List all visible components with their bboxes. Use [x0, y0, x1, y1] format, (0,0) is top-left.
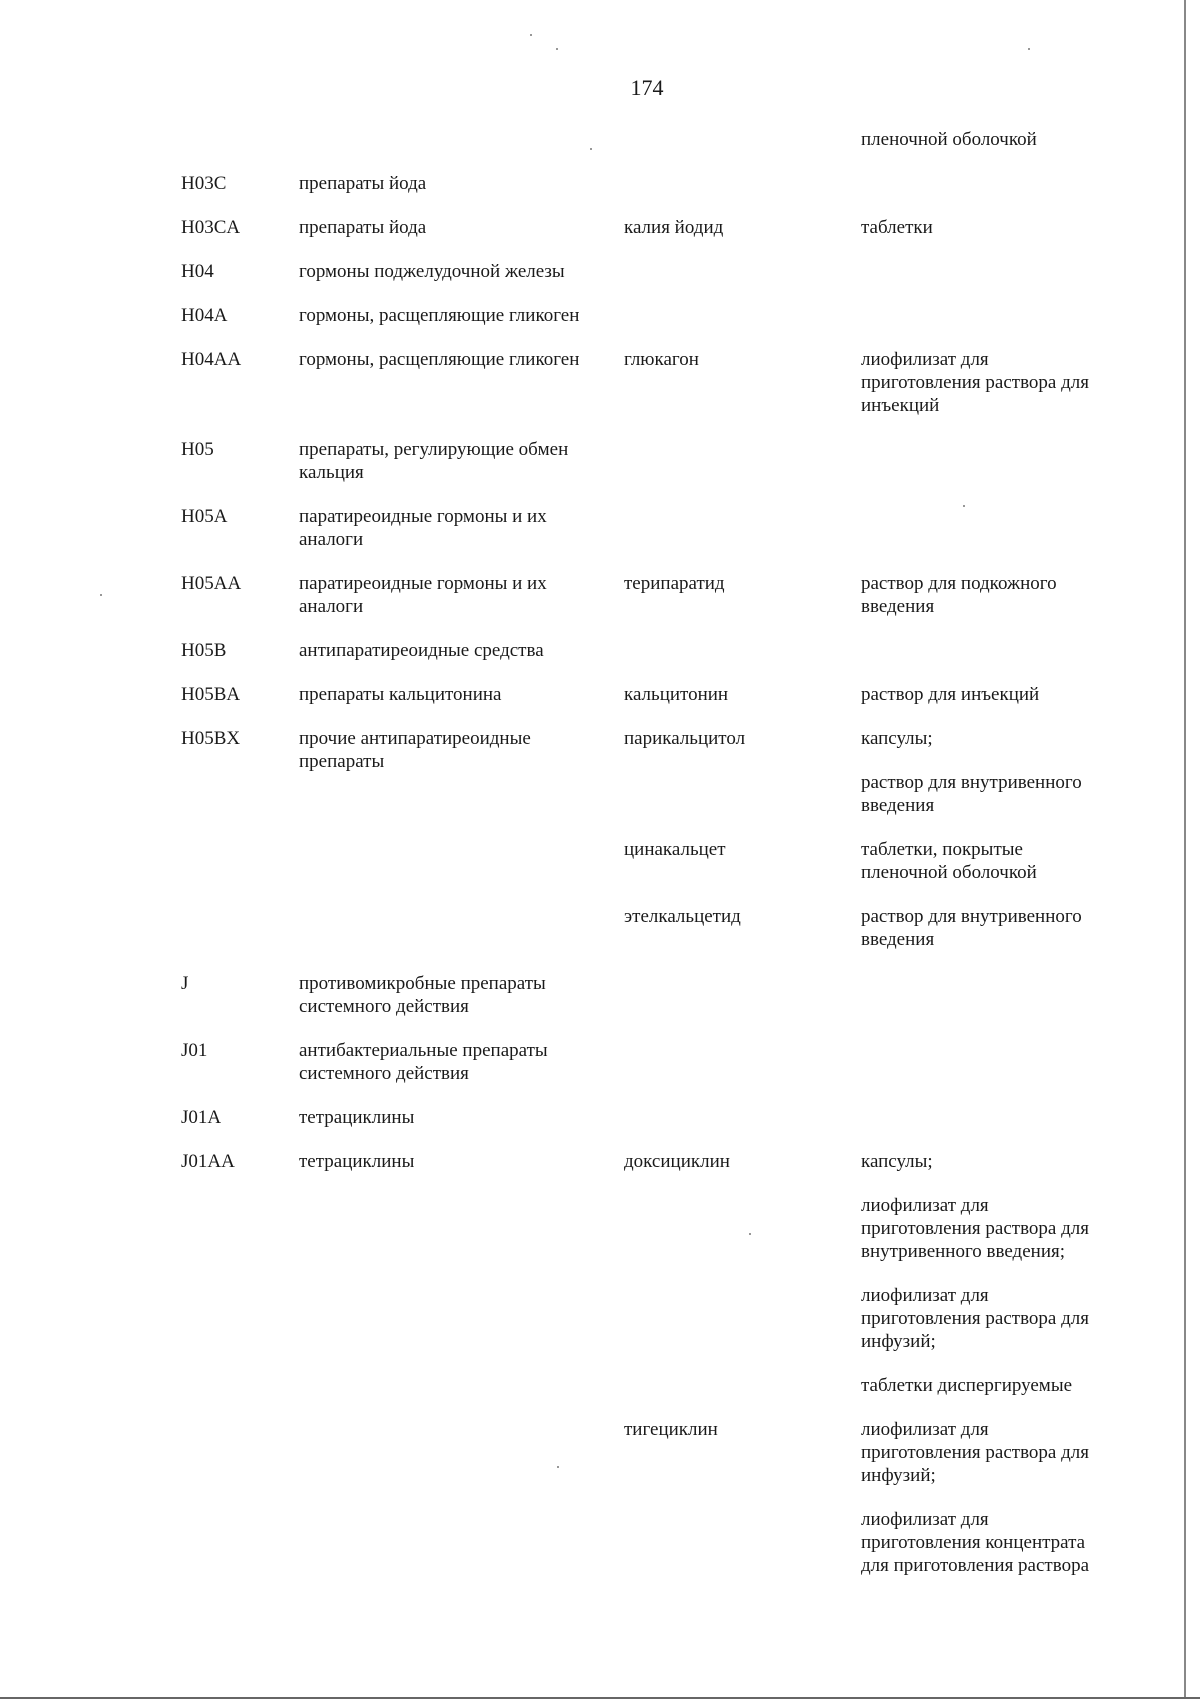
dosage-form-line: введения: [861, 929, 935, 950]
dosage-form-line: раствор для внутривенного: [861, 772, 1082, 793]
drug-name-text: глюкагон: [624, 349, 699, 370]
dosage-form-line: введения: [861, 795, 935, 816]
dosage-form: [861, 1374, 1111, 1397]
anatomical-group: [299, 639, 609, 662]
atc-code-text: J: [181, 973, 189, 994]
group-text: препараты, регулирующие обмен: [299, 439, 569, 460]
group-text: аналоги: [299, 596, 364, 617]
anatomical-group: [299, 727, 609, 773]
anatomical-group: [299, 304, 609, 327]
atc-code-text: H04AA: [181, 349, 242, 370]
atc-code-text: H03C: [181, 173, 227, 194]
group-text: системного действия: [299, 1063, 469, 1084]
dosage-form-line: лиофилизат для: [861, 349, 989, 370]
anatomical-group: [299, 348, 609, 371]
group-text: гормоны, расщепляющие гликоген: [299, 305, 580, 326]
table-row: [0, 216, 1200, 239]
dosage-form-line: приготовления раствора для: [861, 1442, 1089, 1463]
anatomical-group: [299, 260, 609, 283]
table-row: [0, 727, 1200, 817]
group-text: гормоны поджелудочной железы: [299, 261, 565, 282]
group-text: гормоны, расщепляющие гликоген: [299, 349, 580, 370]
anatomical-group: [299, 572, 609, 618]
atc-code-text: H05A: [181, 506, 228, 527]
dosage-form-line: раствор для инъекций: [861, 684, 1040, 705]
drug-name: [624, 1418, 854, 1441]
drug-name: [624, 572, 854, 595]
anatomical-group: [299, 438, 609, 484]
drug-name: [624, 683, 854, 706]
dosage-form: [861, 1150, 1111, 1173]
drug-name: [624, 905, 854, 928]
dosage-form-line: таблетки, покрытые: [861, 839, 1023, 860]
dosage-form-line: инфузий;: [861, 1331, 936, 1352]
atc-code: [181, 1150, 286, 1173]
group-text: антипаратиреоидные средства: [299, 640, 544, 661]
dosage-forms: [861, 348, 1111, 417]
dosage-form: [861, 838, 1111, 884]
dosage-form: [861, 348, 1111, 417]
group-text: антибактериальные препараты: [299, 1040, 548, 1061]
atc-code: [181, 216, 286, 239]
dosage-form-line: капсулы;: [861, 1151, 933, 1172]
dosage-form-line: инъекций: [861, 395, 940, 416]
group-text: системного действия: [299, 996, 469, 1017]
atc-code-text: H05BA: [181, 684, 241, 705]
group-text: прочие антипаратиреоидные: [299, 728, 531, 749]
dosage-forms: [861, 1150, 1111, 1397]
dosage-form-line: введения: [861, 596, 935, 617]
atc-code: [181, 572, 286, 595]
drug-name: [624, 727, 854, 750]
dosage-form: [861, 1418, 1111, 1487]
atc-code: [181, 1039, 286, 1062]
dosage-form: [861, 572, 1111, 618]
dosage-forms: [861, 1418, 1111, 1577]
drug-name-text: этелкальцетид: [624, 906, 741, 927]
drug-name-text: доксициклин: [624, 1151, 730, 1172]
table-row: [0, 260, 1200, 283]
group-text: паратиреоидные гормоны и их: [299, 573, 547, 594]
dosage-forms: [861, 905, 1111, 951]
group-text: паратиреоидные гормоны и их: [299, 506, 547, 527]
atc-code-text: H04: [181, 261, 214, 282]
atc-code: [181, 727, 286, 750]
drug-name-text: тигециклин: [624, 1419, 718, 1440]
dosage-forms: [861, 128, 1111, 151]
dosage-form-line: внутривенного введения;: [861, 1241, 1066, 1262]
dosage-form-line: инфузий;: [861, 1465, 936, 1486]
dosage-form-line: раствор для подкожного: [861, 573, 1057, 594]
table-row: [0, 505, 1200, 551]
atc-code-text: H05BX: [181, 728, 241, 749]
atc-code-text: J01A: [181, 1107, 222, 1128]
anatomical-group: [299, 1150, 609, 1173]
dosage-form-line: лиофилизат для: [861, 1195, 989, 1216]
dosage-form: [861, 216, 1111, 239]
atc-code: [181, 260, 286, 283]
dosage-forms: [861, 838, 1111, 884]
table-row: [0, 905, 1200, 951]
table-row: [0, 172, 1200, 195]
group-text: аналоги: [299, 529, 364, 550]
dosage-form-line: пленочной оболочкой: [861, 129, 1037, 150]
drug-name: [624, 348, 854, 371]
table-row: [0, 304, 1200, 327]
atc-code: [181, 505, 286, 528]
drug-name: [624, 838, 854, 861]
atc-code: [181, 683, 286, 706]
anatomical-group: [299, 172, 609, 195]
group-text: тетрациклины: [299, 1151, 415, 1172]
scan-speck: [556, 48, 558, 50]
dosage-form-line: таблетки диспергируемые: [861, 1375, 1073, 1396]
dosage-form-line: лиофилизат для: [861, 1509, 989, 1530]
table-row: [0, 1150, 1200, 1397]
dosage-form: [861, 683, 1111, 706]
table-row: [0, 1039, 1200, 1085]
group-text: препараты кальцитонина: [299, 684, 502, 705]
atc-code-text: J01AA: [181, 1151, 235, 1172]
dosage-form-line: капсулы;: [861, 728, 933, 749]
table-row: [0, 128, 1200, 151]
atc-code-text: H04A: [181, 305, 228, 326]
anatomical-group: [299, 1039, 609, 1085]
atc-code: [181, 1106, 286, 1129]
dosage-form-line: приготовления концентрата: [861, 1532, 1086, 1553]
atc-code-text: J01: [181, 1040, 208, 1061]
dosage-form-line: раствор для внутривенного: [861, 906, 1082, 927]
dosage-forms: [861, 216, 1111, 239]
dosage-form-line: приготовления раствора для: [861, 1218, 1089, 1239]
dosage-form: [861, 727, 1111, 750]
medication-table: [0, 128, 1200, 1577]
group-text: препараты: [299, 751, 385, 772]
dosage-form: [861, 905, 1111, 951]
page-number: 174: [630, 75, 664, 100]
dosage-form: [861, 771, 1111, 817]
anatomical-group: [299, 505, 609, 551]
atc-code: [181, 639, 286, 662]
dosage-form-line: лиофилизат для: [861, 1285, 989, 1306]
atc-code-text: H05B: [181, 640, 227, 661]
dosage-form-line: приготовления раствора для: [861, 1308, 1089, 1329]
table-row: [0, 348, 1200, 417]
dosage-form: [861, 1284, 1111, 1353]
drug-name-text: цинакальцет: [624, 839, 726, 860]
dosage-form: [861, 128, 1111, 151]
dosage-forms: [861, 683, 1111, 706]
dosage-forms: [861, 572, 1111, 618]
drug-name-text: калия йодид: [624, 217, 724, 238]
scan-speck: [1028, 48, 1030, 50]
dosage-form: [861, 1508, 1111, 1577]
table-row: [0, 1418, 1200, 1577]
table-row: [0, 838, 1200, 884]
atc-code: [181, 972, 286, 995]
table-row: [0, 972, 1200, 1018]
dosage-form-line: приготовления раствора для: [861, 372, 1089, 393]
scan-speck: [530, 34, 532, 36]
drug-name: [624, 216, 854, 239]
dosage-form-line: пленочной оболочкой: [861, 862, 1037, 883]
group-text: тетрациклины: [299, 1107, 415, 1128]
drug-name: [624, 1150, 854, 1173]
anatomical-group: [299, 1106, 609, 1129]
drug-name-text: парикальцитол: [624, 728, 746, 749]
anatomical-group: [299, 972, 609, 1018]
group-text: препараты йода: [299, 173, 427, 194]
atc-code: [181, 304, 286, 327]
atc-code: [181, 172, 286, 195]
table-row: [0, 438, 1200, 484]
group-text: препараты йода: [299, 217, 427, 238]
dosage-form-line: для приготовления раствора: [861, 1555, 1089, 1576]
dosage-form-line: таблетки: [861, 217, 933, 238]
atc-code: [181, 348, 286, 371]
table-row: [0, 1106, 1200, 1129]
table-row: [0, 572, 1200, 618]
dosage-form: [861, 1194, 1111, 1263]
drug-name-text: кальцитонин: [624, 684, 729, 705]
table-row: [0, 639, 1200, 662]
table-row: [0, 683, 1200, 706]
dosage-form-line: лиофилизат для: [861, 1419, 989, 1440]
atc-code-text: H03CA: [181, 217, 241, 238]
atc-code: [181, 438, 286, 461]
anatomical-group: [299, 216, 609, 239]
group-text: противомикробные препараты: [299, 973, 546, 994]
dosage-forms: [861, 727, 1111, 817]
atc-code-text: H05AA: [181, 573, 242, 594]
group-text: кальция: [299, 462, 364, 483]
atc-code-text: H05: [181, 439, 214, 460]
drug-name-text: терипаратид: [624, 573, 725, 594]
anatomical-group: [299, 683, 609, 706]
